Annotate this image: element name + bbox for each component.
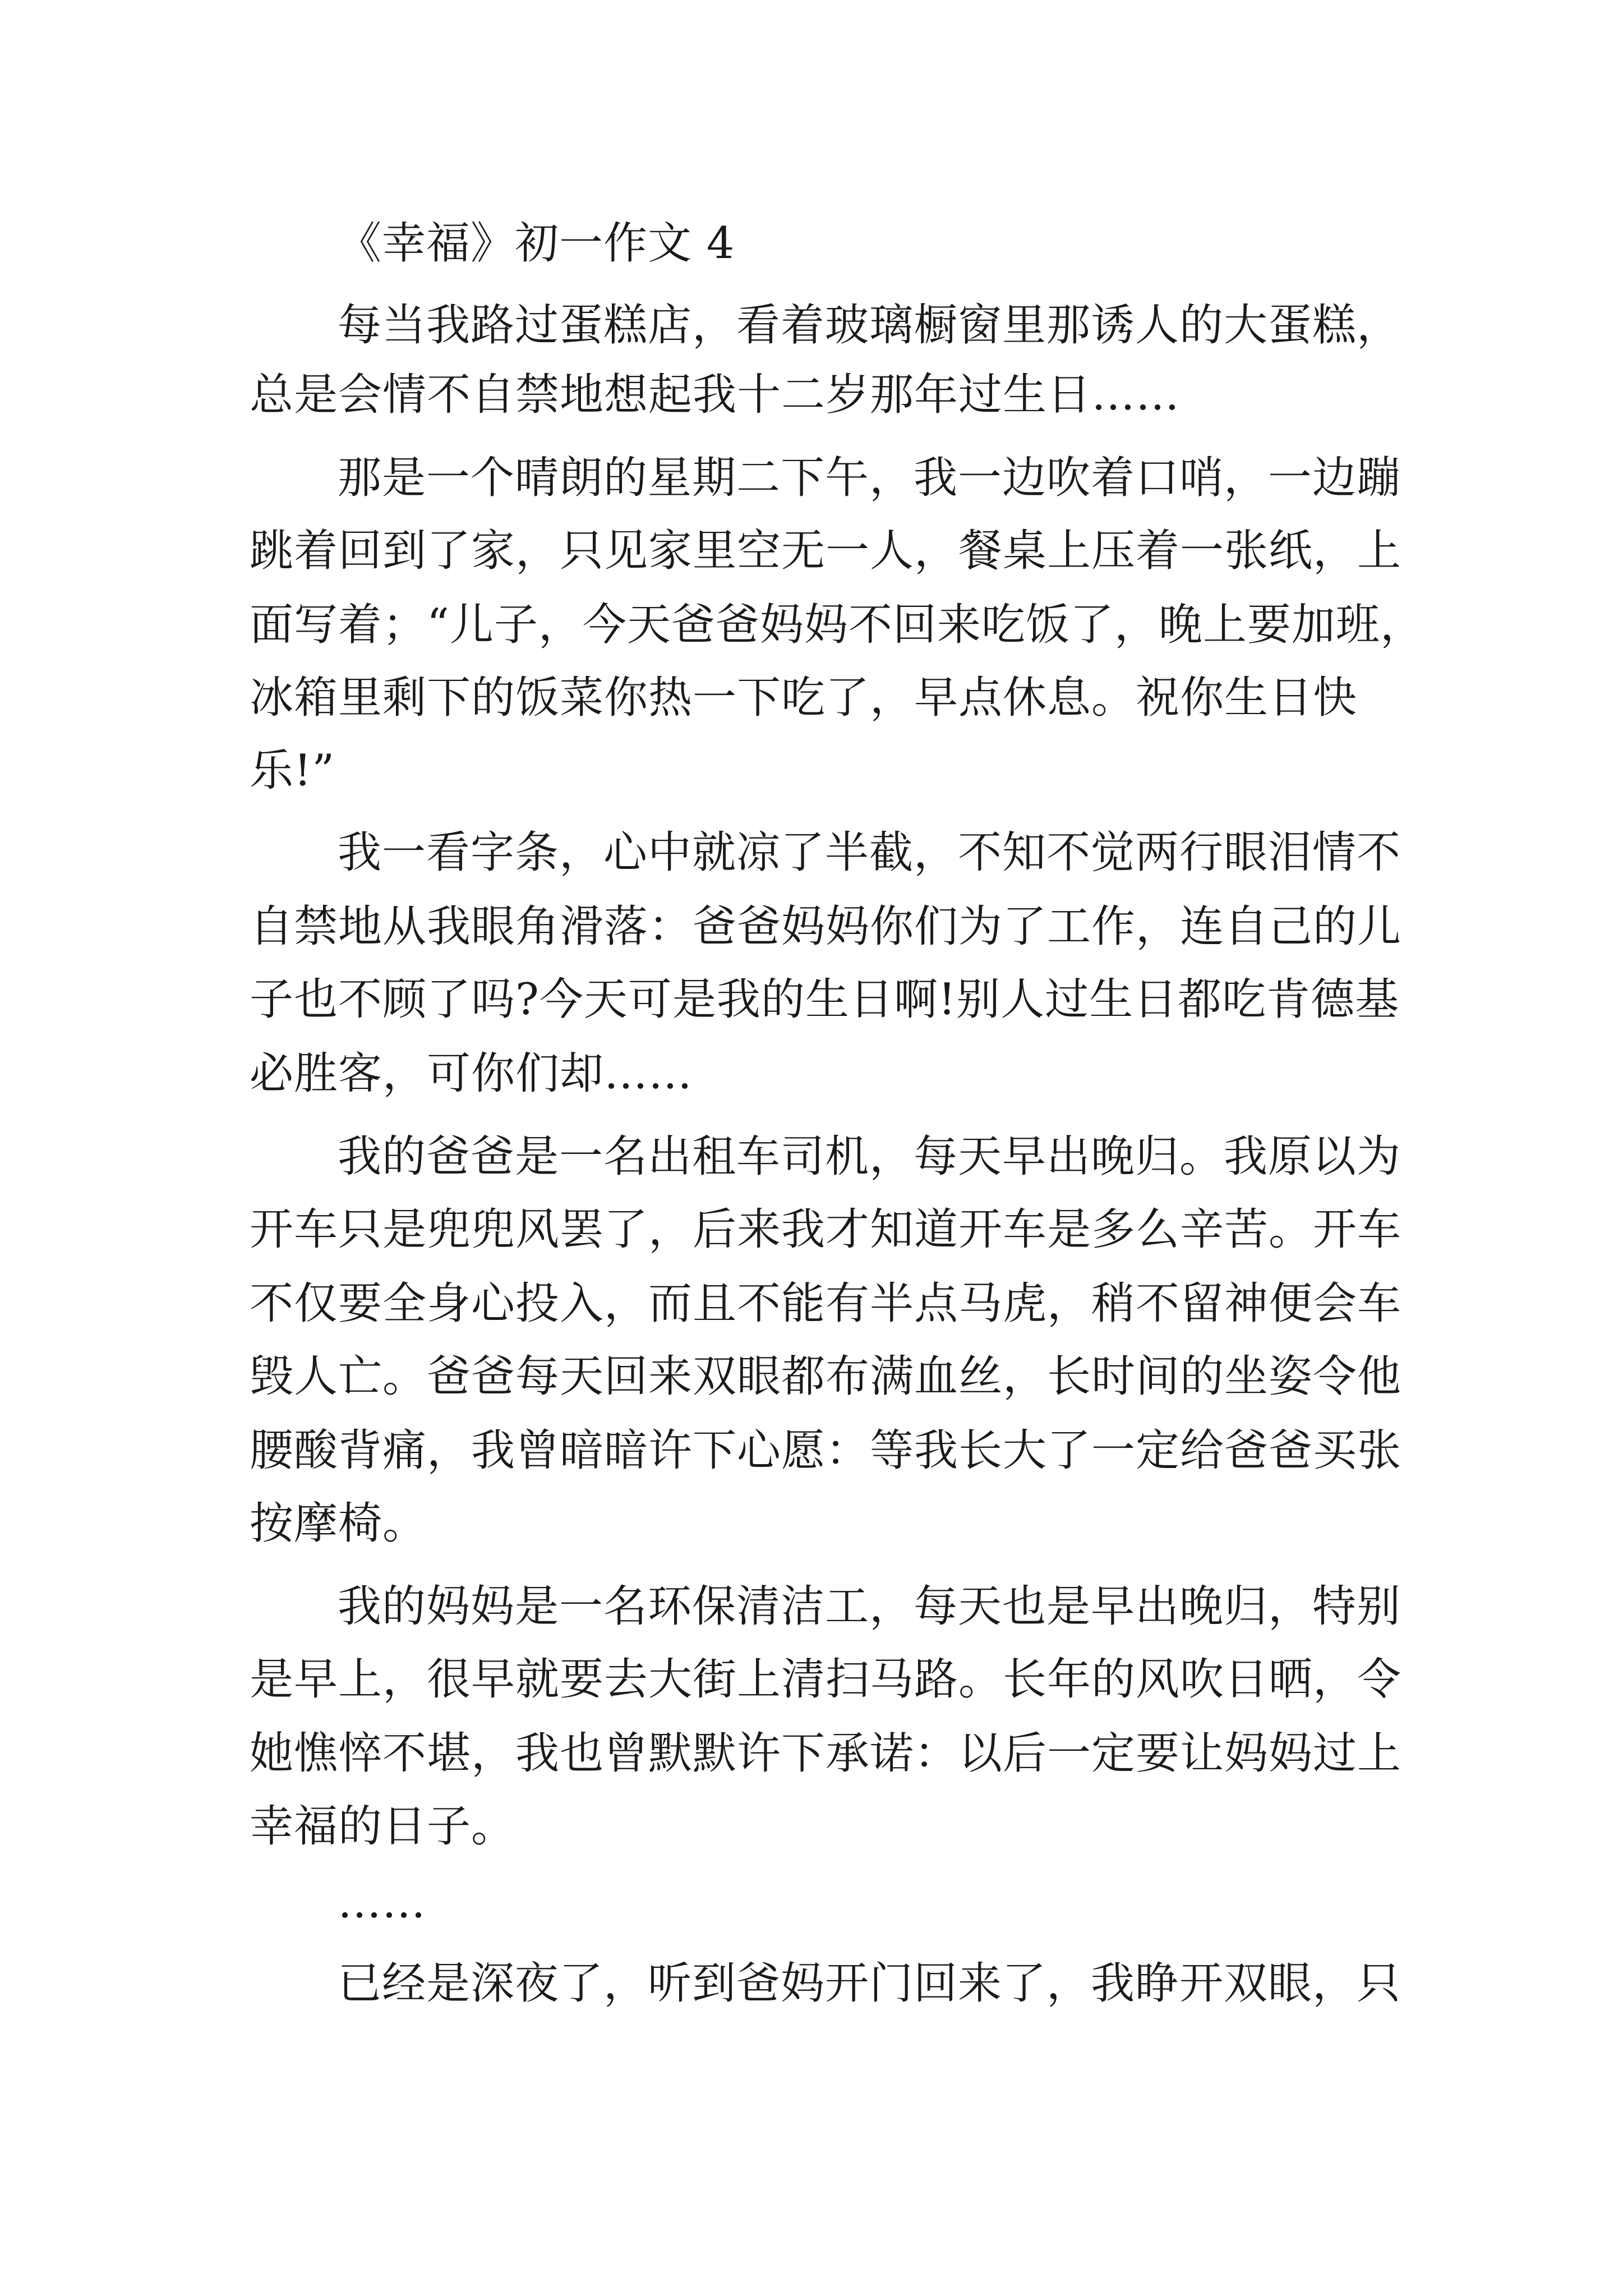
text-line: 每当我路过蛋糕店，看着玻璃橱窗里那诱人的大蛋糕， <box>338 300 1401 351</box>
text-line: 开车只是兜兜风罢了，后来我才知道开车是多么辛苦。开车 <box>250 1204 1402 1255</box>
text-line: 乐!” <box>250 746 335 796</box>
text-line: 我的妈妈是一名环保清洁工，每天也是早出晚归，特别 <box>338 1581 1401 1632</box>
text-line: 我一看字条，心中就凉了半截，不知不觉两行眼泪情不 <box>338 827 1401 878</box>
text-line: 按摩椅。 <box>250 1498 427 1549</box>
text-line: 子也不顾了吗?今天可是我的生日啊!别人过生日都吃肯德基 <box>250 974 1400 1025</box>
text-line: 那是一个晴朗的星期二下午，我一边吹着口哨，一边蹦 <box>338 453 1401 503</box>
document-title: 《幸福》初一作文 4 <box>338 218 735 269</box>
text-line: 跳着回到了家，只见家里空无一人，餐桌上压着一张纸，上 <box>250 526 1402 576</box>
text-line: 冰箱里剩下的饭菜你热一下吃了，早点休息。祝你生日快 <box>250 673 1358 723</box>
text-line: 她憔悴不堪，我也曾默默许下承诺：以后一定要让妈妈过上 <box>250 1728 1402 1779</box>
text-line: 腰酸背痛，我曾暗暗许下心愿：等我长大了一定给爸爸买张 <box>250 1425 1402 1476</box>
text-line: 我的爸爸是一名出租车司机，每天早出晚归。我原以为 <box>338 1131 1401 1182</box>
text-line: 是早上，很早就要去大街上清扫马路。长年的风吹日晒，令 <box>250 1654 1402 1705</box>
text-line: 总是会情不自禁地想起我十二岁那年过生日…… <box>250 370 1181 420</box>
text-line: 毁人亡。爸爸每天回来双眼都布满血丝，长时间的坐姿令他 <box>250 1351 1402 1402</box>
text-line: …… <box>338 1878 426 1928</box>
text-line: 不仅要全身心投入，而且不能有半点马虎，稍不留神便会车 <box>250 1278 1402 1329</box>
text-line: 自禁地从我眼角滑落：爸爸妈妈你们为了工作，连自己的儿 <box>250 901 1402 952</box>
text-line: 幸福的日子。 <box>250 1801 516 1852</box>
text-line: 已经是深夜了，听到爸妈开门回来了，我睁开双眼，只 <box>338 1958 1401 2009</box>
text-line: 面写着；“儿子，今天爸爸妈妈不回来吃饭了，晚上要加班， <box>250 600 1424 650</box>
text-line: 必胜客，可你们却…… <box>250 1048 693 1099</box>
